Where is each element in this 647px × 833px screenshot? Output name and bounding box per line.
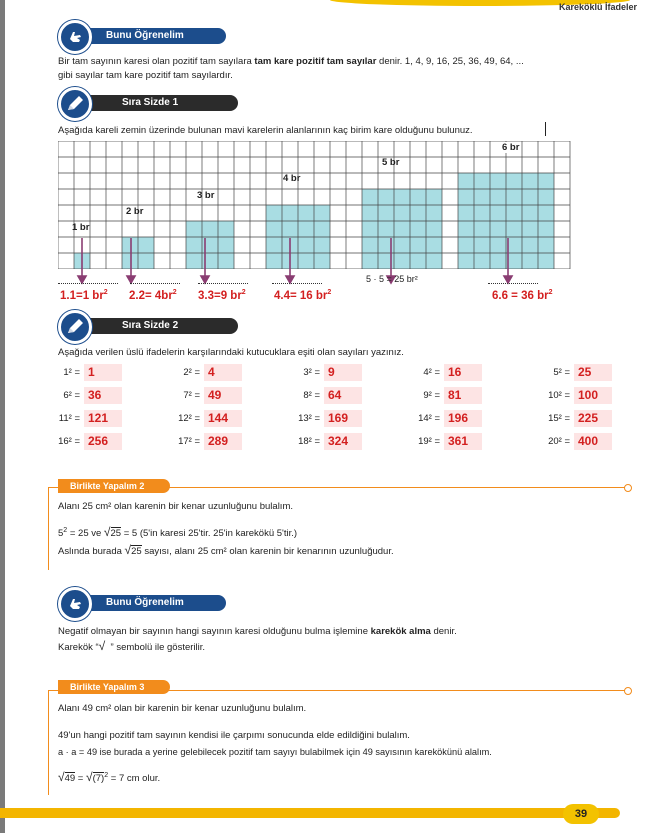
power-expression: 17² = xyxy=(178,436,200,447)
example-line: 49'un hangi pozitif tam sayının kendisi ile çarpımı sonucunda elde edildiğini bulalım. xyxy=(58,730,410,741)
example-line: $√49 = √(7)^2 = 7$ cm olur. xyxy=(58,770,161,785)
answer-text: $2.2= 4br^2$ xyxy=(129,289,177,302)
example-line: a · a = 49 ise burada a yerine gelebilecek pozitif tam sayıyı bulabilmek için 49 sayısının karekökünü alalım. xyxy=(58,747,492,757)
square-label: 5 br xyxy=(382,157,400,168)
answer-box[interactable]: 400 xyxy=(574,433,612,450)
example-line: $5^2 = 25$ ve √25 = 5 (5'in karesi 25'tir. 25'in karekökü 5'tir.) xyxy=(58,525,298,540)
answer-text: 1.1=1 $br^2$ xyxy=(60,289,108,302)
answer-box[interactable]: 256 xyxy=(84,433,122,450)
power-expression: 12² = xyxy=(178,413,200,424)
answer-box[interactable]: 169 xyxy=(324,410,362,427)
chapter-title: Kareköklü İfadeler xyxy=(558,2,637,12)
section-text: Negatif olmayan bir sayının hangi sayının karesi olduğunu bulma işlemine karekök alma denir. Karekök “√ ” sembolü ile gösterilir. xyxy=(58,626,457,653)
power-expression: 9² = xyxy=(423,390,440,401)
power-expression: 6² = xyxy=(63,390,80,401)
power-expression: 1² = xyxy=(63,367,80,378)
power-expression: 15² = xyxy=(548,413,570,424)
answer-text: 4.4= 16 $br^2$ xyxy=(274,289,332,302)
answer-box[interactable]: 81 xyxy=(444,387,482,404)
footer-bar xyxy=(0,808,620,818)
example-title: Birlikte Yapalım 2 xyxy=(58,479,170,493)
power-expression: 20² = xyxy=(548,436,570,447)
square-label: 6 br xyxy=(502,142,520,153)
square-label: 3 br xyxy=(197,190,215,201)
powers-table xyxy=(36,364,626,458)
answer-text: 6.6 = 36 $br^2$ xyxy=(492,289,553,302)
square-label: 2 br xyxy=(126,206,144,217)
power-expression: 14² = xyxy=(418,413,440,424)
answer-box[interactable]: 361 xyxy=(444,433,482,450)
power-expression: 3² = xyxy=(303,367,320,378)
answer-box[interactable]: 196 xyxy=(444,410,482,427)
power-expression: 13² = xyxy=(298,413,320,424)
given-answer: 5 · 5 = 25 br² xyxy=(366,274,418,284)
section-title: Bunu Öğrenelim xyxy=(70,28,226,44)
answer-box[interactable]: 9 xyxy=(324,364,362,381)
frame-dot xyxy=(624,484,632,492)
square-label: 4 br xyxy=(283,173,301,184)
power-expression: 18² = xyxy=(298,436,320,447)
hand-icon xyxy=(58,587,92,621)
section-text: Bir tam sayının karesi olan pozitif tam sayılara tam kare pozitif tam sayılar denir. 1, 4, 9, 16, 25, 36, 49, 64, ... gibi sayılar tam kare pozitif tam sayılardır. xyxy=(58,56,524,81)
answer-box[interactable]: 4 xyxy=(204,364,242,381)
answer-box[interactable]: 121 xyxy=(84,410,122,427)
dotted-line xyxy=(130,283,180,284)
dotted-line xyxy=(198,283,248,284)
power-expression: 10² = xyxy=(548,390,570,401)
answer-arrows xyxy=(58,236,573,288)
answer-box[interactable]: 225 xyxy=(574,410,612,427)
pencil-icon xyxy=(58,87,92,121)
answer-box[interactable]: 324 xyxy=(324,433,362,450)
example-line: Aslında burada √25 sayısı, alanı 25 cm² olan karenin bir kenarının uzunluğudur. xyxy=(58,543,394,557)
hand-icon xyxy=(58,20,92,54)
example-line: Alanı 49 cm² olan bir karenin bir kenar uzunluğunu bulalım. xyxy=(58,703,307,714)
activity-title: Sıra Sizde 2 xyxy=(76,318,238,334)
frame-dot xyxy=(624,687,632,695)
pencil-icon xyxy=(58,310,92,344)
activity-question: Aşağıda verilen üslü ifadelerin karşılarındaki kutucuklara eşiti olan sayıları yazınız. xyxy=(58,347,404,358)
power-expression: 8² = xyxy=(303,390,320,401)
power-expression: 2² = xyxy=(183,367,200,378)
answer-box[interactable]: 49 xyxy=(204,387,242,404)
left-margin-bar xyxy=(0,0,5,833)
answer-box[interactable]: 36 xyxy=(84,387,122,404)
example-line: Alanı 25 cm² olan karenin bir kenar uzunluğunu bulalım. xyxy=(58,501,293,512)
power-expression: 19² = xyxy=(418,436,440,447)
answer-box[interactable]: 64 xyxy=(324,387,362,404)
activity-title: Sıra Sizde 1 xyxy=(76,95,238,111)
power-expression: 5² = xyxy=(553,367,570,378)
square-label: 1 br xyxy=(72,222,90,233)
section-title: Bunu Öğrenelim xyxy=(70,595,226,611)
answer-box[interactable]: 16 xyxy=(444,364,482,381)
power-expression: 11² = xyxy=(58,413,80,424)
power-expression: 4² = xyxy=(423,367,440,378)
power-expression: 7² = xyxy=(183,390,200,401)
dotted-line xyxy=(58,283,118,284)
answer-box[interactable]: 25 xyxy=(574,364,612,381)
dotted-line xyxy=(488,283,538,284)
dotted-line xyxy=(272,283,322,284)
activity-question: Aşağıda kareli zemin üzerinde bulunan mavi karelerin alanlarının kaç birim kare olduğunu bulunuz. xyxy=(58,125,473,136)
power-expression: 16² = xyxy=(58,436,80,447)
answer-box[interactable]: 289 xyxy=(204,433,242,450)
example-title: Birlikte Yapalım 3 xyxy=(58,680,170,694)
text-cursor xyxy=(545,122,546,136)
answer-box[interactable]: 1 xyxy=(84,364,122,381)
answer-box[interactable]: 144 xyxy=(204,410,242,427)
page-number: 39 xyxy=(563,804,599,824)
answer-box[interactable]: 100 xyxy=(574,387,612,404)
answer-text: 3.3=9 $br^2$ xyxy=(198,289,246,302)
